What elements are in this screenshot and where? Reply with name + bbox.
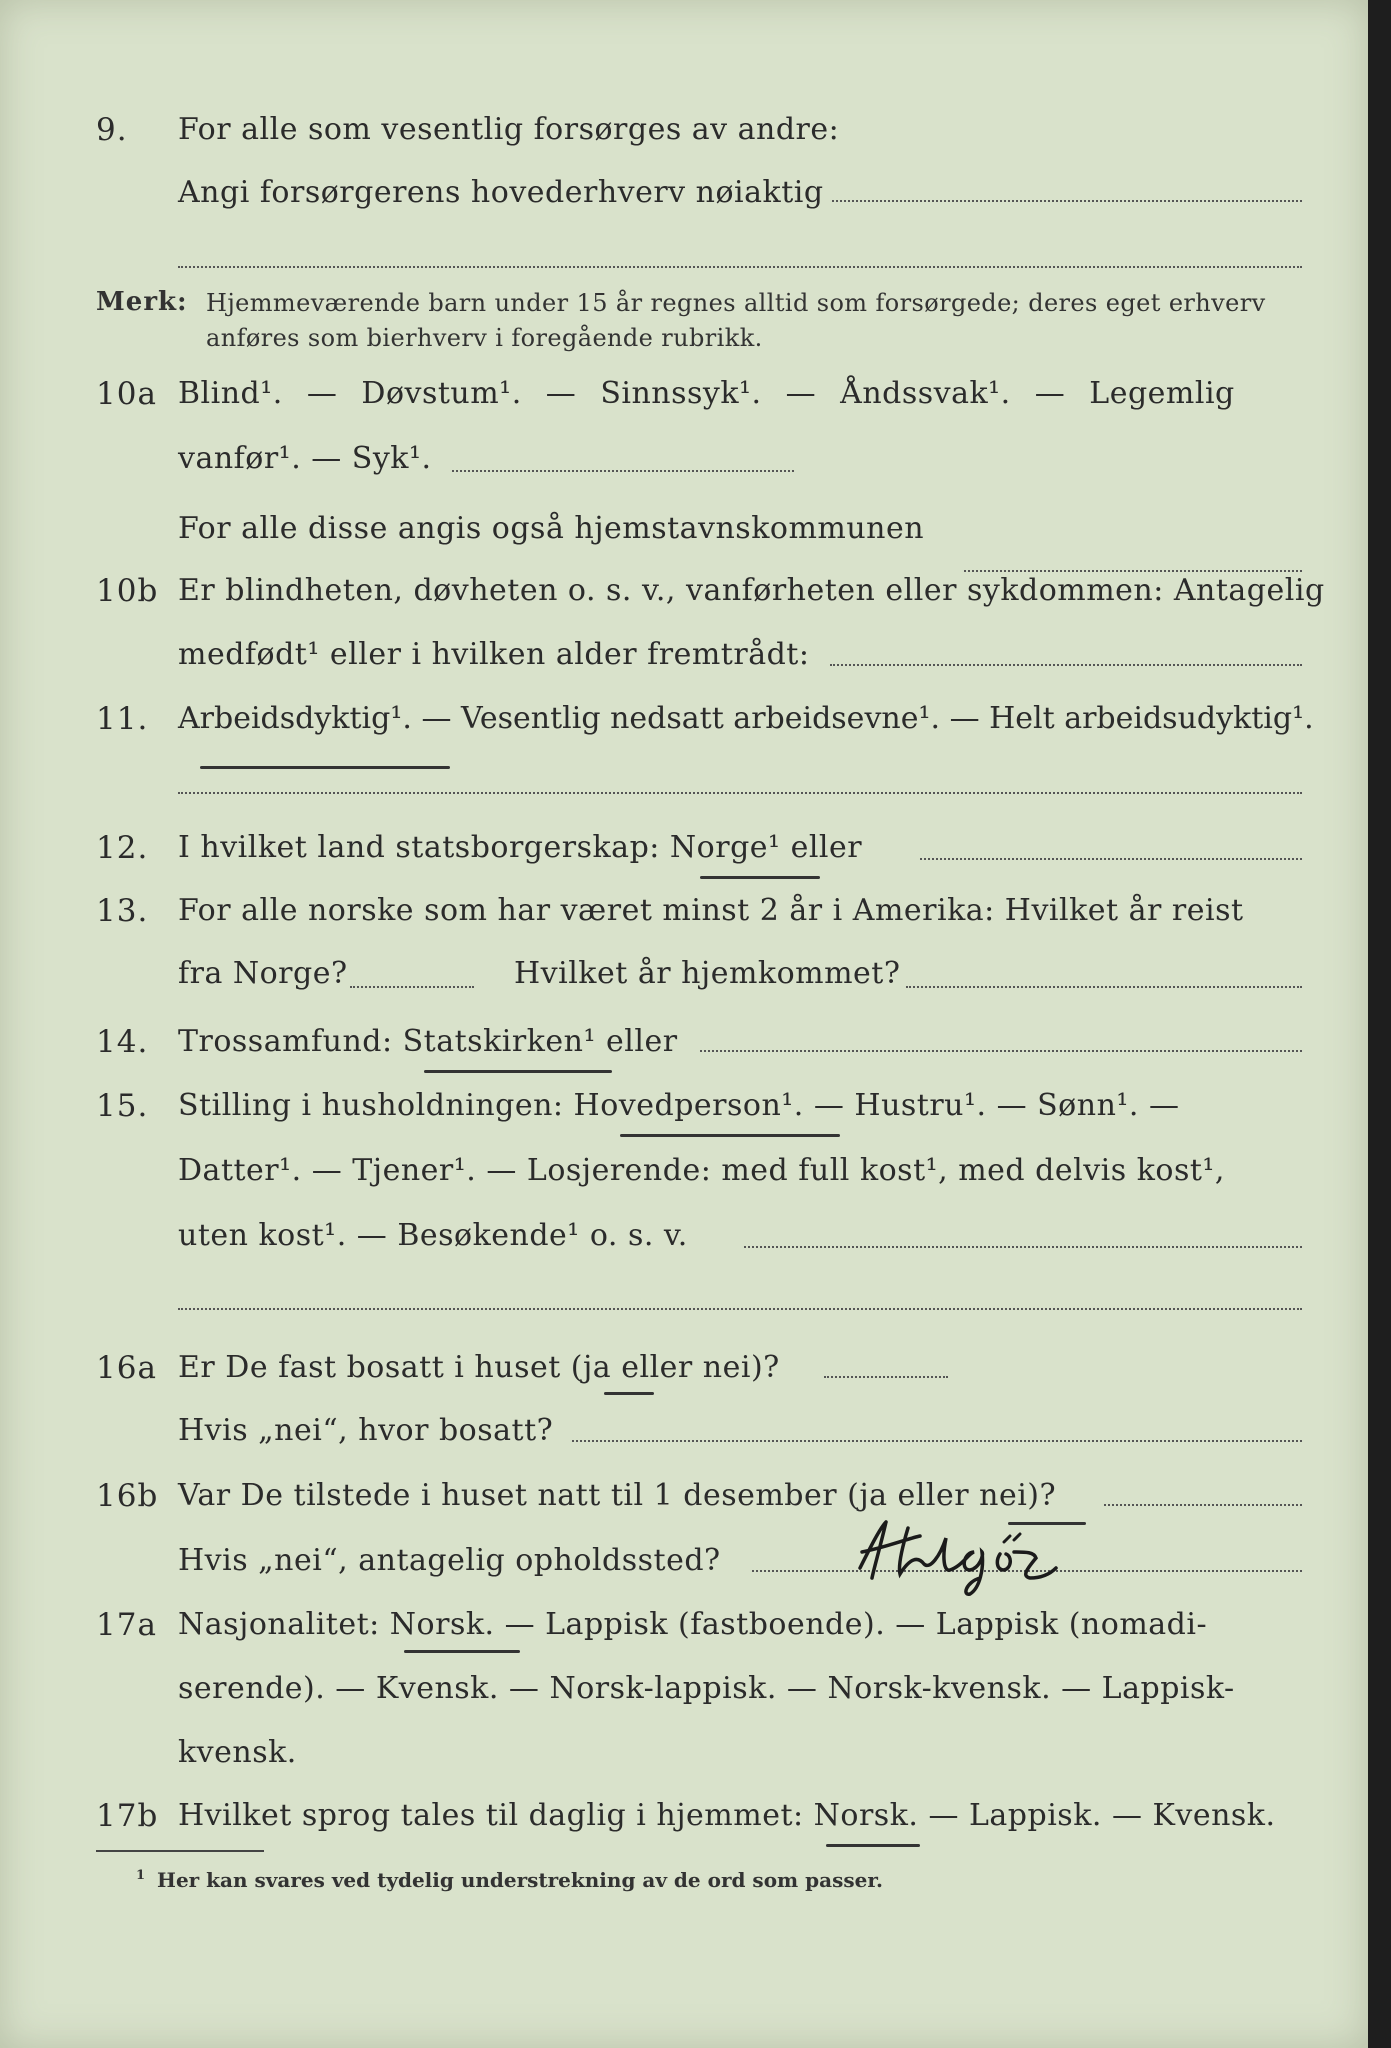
q16b-line2: Hvis „nei“, antagelig opholdssted? bbox=[178, 1543, 721, 1578]
q11-number: 11. bbox=[96, 701, 149, 737]
q9-answer-line bbox=[832, 200, 1302, 202]
scan-edge bbox=[1368, 0, 1391, 2048]
q10b-line1: Er blindheten, døvheten o. s. v., vanførheten eller sykdommen: Antagelig bbox=[178, 573, 1325, 608]
q15-line3: uten kost¹. — Besøkende¹ o. s. v. bbox=[178, 1218, 688, 1253]
handwritten-answer-helgoy bbox=[850, 1508, 1070, 1598]
q16a-answer-line-2 bbox=[572, 1440, 1302, 1442]
q16a-line1: Er De fast bosatt i huset (ja eller nei)? bbox=[178, 1350, 780, 1385]
q13-answer-line-hjemkommet bbox=[906, 986, 1302, 988]
q10b-answer-line bbox=[830, 664, 1302, 666]
q17a-underline-norsk bbox=[404, 1650, 520, 1653]
q12-underline-norge bbox=[700, 876, 820, 879]
q12-line1: I hvilket land statsborgerskap: Norge¹ eller bbox=[178, 830, 863, 865]
q17a-line1: Nasjonalitet: Norsk. — Lappisk (fastboende). — Lappisk (nomadi- bbox=[178, 1607, 1208, 1642]
q16a-underline-ja bbox=[604, 1392, 654, 1395]
q14-answer-line bbox=[700, 1050, 1302, 1052]
q17a-line3: kvensk. bbox=[178, 1735, 297, 1770]
q13-line2b: Hvilket år hjemkommet? bbox=[514, 956, 901, 991]
q17a-line2: serende). — Kvensk. — Norsk-lappisk. — Norsk-kvensk. — Lappisk- bbox=[178, 1671, 1235, 1706]
footnote-divider bbox=[96, 1850, 264, 1852]
q17b-underline-norsk bbox=[826, 1844, 920, 1847]
q16a-number: 16a bbox=[96, 1350, 157, 1386]
q10a-number: 10a bbox=[96, 376, 157, 412]
merk-label: Merk: bbox=[96, 287, 188, 317]
merk-line2: anføres som bierhverv i foregående rubrikk. bbox=[206, 324, 763, 352]
footnote bbox=[136, 1868, 883, 1892]
q10a-line3: For alle disse angis også hjemstavnskommunen bbox=[178, 511, 925, 546]
q9-line1: For alle som vesentlig forsørges av andre: bbox=[178, 112, 840, 147]
merk-line1: Hjemmeværende barn under 15 år regnes alltid som forsørgede; deres eget erhverv bbox=[206, 289, 1266, 317]
q10a-line2: vanfør¹. — Syk¹. bbox=[178, 441, 432, 476]
q13-line2a: fra Norge? bbox=[178, 956, 348, 991]
q14-underline-statskirken bbox=[424, 1070, 612, 1073]
q16b-line1: Var De tilstede i huset natt til 1 desember (ja eller nei)? bbox=[178, 1478, 1057, 1513]
q13-number: 13. bbox=[96, 893, 149, 929]
q14-line1: Trossamfund: Statskirken¹ eller bbox=[178, 1024, 678, 1059]
footnote-mark: 1 bbox=[136, 1868, 146, 1884]
q13-answer-line-reist bbox=[350, 986, 474, 988]
q15-answer-line-2 bbox=[178, 1308, 1302, 1310]
q15-line2: Datter¹. — Tjener¹. — Losjerende: med full kost¹, med delvis kost¹, bbox=[178, 1153, 1225, 1188]
q13-line1: For alle norske som har været minst 2 år i Amerika: Hvilket år reist bbox=[178, 893, 1244, 928]
q14-number: 14. bbox=[96, 1024, 149, 1060]
q11-underline-arbeidsdyktig bbox=[200, 766, 450, 769]
q15-answer-line bbox=[744, 1246, 1302, 1248]
q12-number: 12. bbox=[96, 830, 149, 866]
q15-underline-hovedperson bbox=[620, 1134, 840, 1137]
q10b-number: 10b bbox=[96, 573, 159, 609]
q17b-number: 17b bbox=[96, 1798, 159, 1834]
q10a-answer-line bbox=[452, 470, 794, 472]
q15-number: 15. bbox=[96, 1088, 149, 1124]
q17b-line1: Hvilket sprog tales til daglig i hjemmet: Norsk. — Lappisk. — Kvensk. bbox=[178, 1798, 1276, 1833]
q9-answer-line-2 bbox=[178, 266, 1302, 268]
q10a-answer-line-2 bbox=[964, 570, 1302, 572]
q11-answer-line bbox=[178, 792, 1302, 794]
q17a-number: 17a bbox=[96, 1607, 157, 1643]
footnote-text: Her kan svares ved tydelig understrekning av de ord som passer. bbox=[157, 1868, 884, 1892]
q16b-number: 16b bbox=[96, 1478, 159, 1514]
q9-line2: Angi forsørgerens hovederhverv nøiaktig bbox=[178, 175, 824, 210]
q11-line1: Arbeidsdyktig¹. — Vesentlig nedsatt arbeidsevne¹. — Helt arbeidsudyktig¹. bbox=[178, 701, 1314, 736]
q9-number: 9. bbox=[96, 112, 128, 148]
q12-answer-line bbox=[920, 858, 1302, 860]
q15-line1: Stilling i husholdningen: Hovedperson¹. — Hustru¹. — Sønn¹. — bbox=[178, 1088, 1180, 1123]
q10b-line2: medfødt¹ eller i hvilken alder fremtrådt: bbox=[178, 637, 810, 672]
q16b-answer-line bbox=[1104, 1504, 1302, 1506]
q16a-answer-line bbox=[824, 1376, 948, 1378]
q10a-line1: Blind¹. — Døvstum¹. — Sinnssyk¹. — Åndssvak¹. — Legemlig bbox=[178, 376, 1235, 411]
q16a-line2: Hvis „nei“, hvor bosatt? bbox=[178, 1413, 554, 1448]
